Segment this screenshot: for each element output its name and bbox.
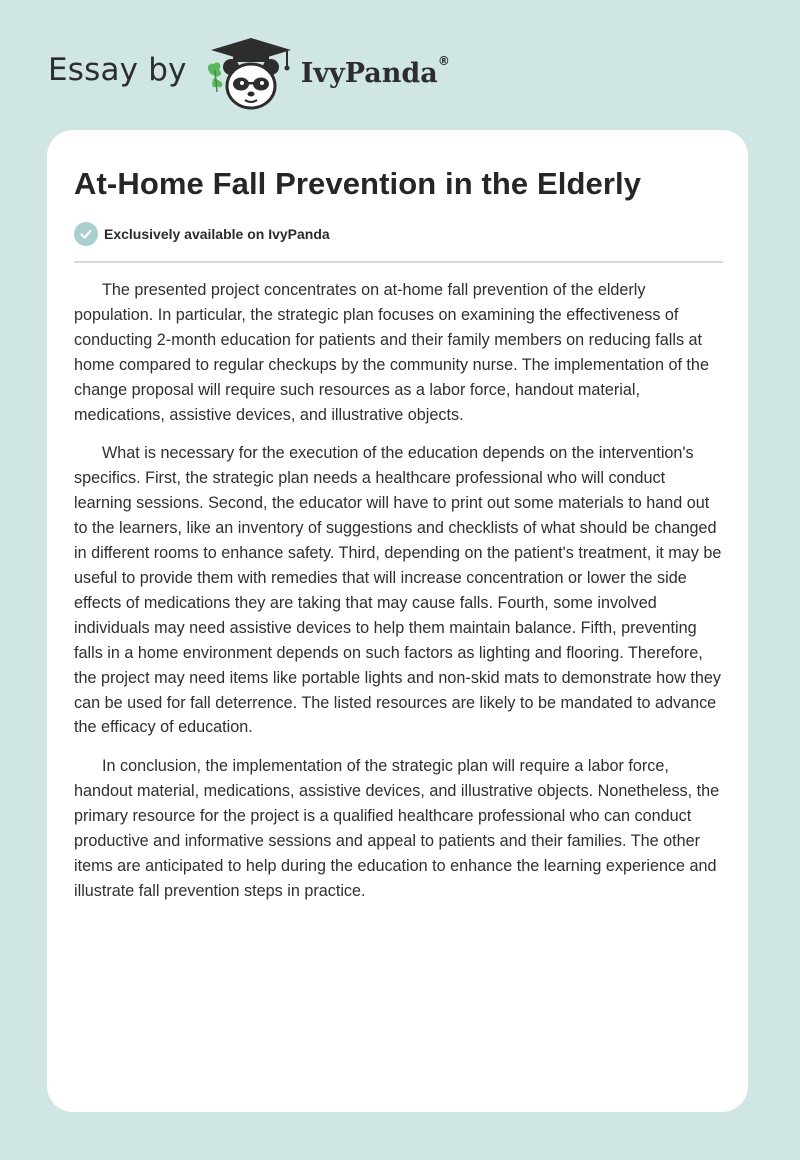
exclusive-badge-label: Exclusively available on IvyPanda	[104, 226, 330, 242]
site-header	[48, 34, 450, 114]
paragraph-3: In conclusion, the implementation of the strategic plan will require a labor force, handout material, medications, assistive devices, and illustrative objects. Nonetheless, the primary resource for the project is a qualified healthcare professional who can conduct productive and informative sessions and appeal to patients and their families. The other items are anticipated to help during the education to enhance the learning experience and illustrate fall prevention steps in practice.	[74, 757, 720, 900]
essay-by-label: Essay by	[48, 52, 187, 88]
brand-name-text: IvyPanda	[300, 57, 438, 89]
article-body	[74, 278, 726, 918]
exclusive-badge	[74, 222, 330, 246]
registered-mark: ®	[437, 53, 450, 68]
panda-graduate-logo-icon[interactable]	[201, 34, 297, 114]
page-title: At-Home Fall Prevention in the Elderly	[74, 166, 642, 201]
check-icon	[74, 222, 98, 246]
brand-name[interactable]	[300, 53, 450, 89]
paragraph-2: What is necessary for the execution of the education depends on the intervention's specifics. First, the strategic plan needs a healthcare professional who will conduct learning sessions. Second, the educator will have to print out some materials to hand out to the learners, like an inventory of suggestions and checklists of what should be changed in different rooms to enhance safety. Third, depending on the patient's treatment, it may be useful to provide them with remedies that will increase concentration or lower the side effects of medications they are taking that may cause falls. Fourth, some involved individuals may need assistive devices to help them maintain balance. Fifth, preventing falls in a home environment depends on such factors as lighting and flooring. Therefore, the project may need items like portable lights and non-skid mats to demonstrate how they can be used for fall deterrence. The listed resources are likely to be mandated to advance the efficacy of education.	[74, 444, 722, 737]
divider	[74, 261, 723, 263]
paragraph-1: The presented project concentrates on at-home fall prevention of the elderly population. In particular, the strategic plan focuses on examining the effectiveness of conducting 2-month education for patients and their family members on reducing falls at home compared to regular checkups by the community nurse. The implementation of the change proposal will require such resources as a labor force, handout material, medications, assistive devices, and illustrative objects.	[74, 281, 709, 424]
article-card	[47, 130, 748, 1112]
